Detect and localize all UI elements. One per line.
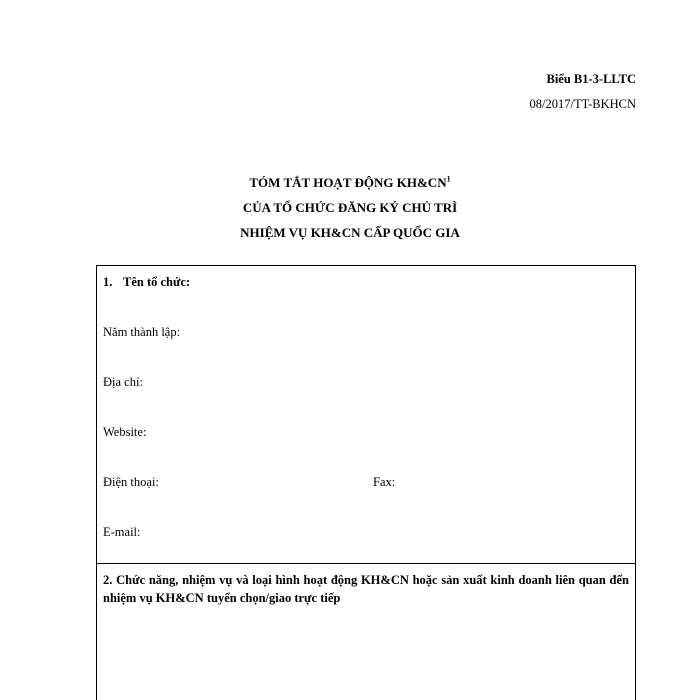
functions-section[interactable]: [97, 564, 635, 607]
organization-name-label: Tên tổ chức:: [123, 275, 191, 289]
website-field[interactable]: Website:: [103, 425, 147, 439]
form-table: [96, 265, 636, 700]
founded-year-field[interactable]: Năm thành lập:: [103, 325, 181, 339]
form-code-block: [440, 70, 636, 113]
title-line-3: NHIỆM VỤ KH&CN CẤP QUỐC GIA: [240, 225, 460, 240]
form-code: Biểu B1-3-LLTC: [546, 72, 636, 86]
title-line-1-text: TÓM TẮT HOẠT ĐỘNG KH&CN: [249, 175, 447, 190]
email-field[interactable]: E-mail:: [103, 525, 141, 539]
phone-field[interactable]: Điện thoại:: [103, 475, 159, 489]
circular-reference: 08/2017/TT-BKHCN: [529, 97, 636, 111]
organization-name-field[interactable]: [103, 273, 190, 291]
organization-info-section: [97, 266, 635, 564]
functions-heading: 2. Chức năng, nhiệm vụ và loại hình hoạt động KH&CN hoặc sản xuất kinh doanh liên quan đến nhiệm vụ KH&CN tuyển chọn/giao trực tiếp: [103, 573, 629, 605]
section-1-number: 1.: [103, 275, 113, 289]
title-line-1: [150, 170, 550, 195]
title-line-2: CỦA TỔ CHỨC ĐĂNG KÝ CHỦ TRÌ: [242, 200, 458, 215]
title-footnote-mark: 1: [446, 174, 451, 184]
document-title: [150, 170, 550, 245]
fax-field[interactable]: Fax:: [373, 475, 396, 489]
address-field[interactable]: Địa chỉ:: [103, 375, 143, 389]
